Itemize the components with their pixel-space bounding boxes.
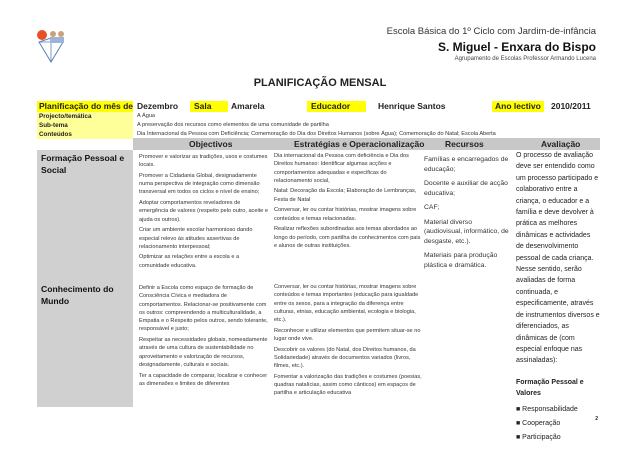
page-title: PLANIFICAÇÃO MENSAL [253,77,387,89]
subtheme-value: A preservação dos recursos como elementos de uma comunidade de partilha [137,122,329,128]
objectives-area-1 [139,153,269,272]
resource: Docente e auxiliar de acção educativa; [424,180,508,197]
evaluation-text: O processo de avaliação deve ser entendido como um processo participado e colaborativo entre a criança, o educador e a família e deve devolver à prática as melhores dinâmicas e actividades de desenvolvimento pessoal de cada criança. Nesse sentido, serão avaliadas de forma continuada, e especificamente, através de instrumentos diversos e diferenciados, as dinâmicas de (com especial enfoque nas assinaladas): [516,152,600,365]
objective: Optimizar as relações entre a escola e a comunidade educativa. [139,254,240,269]
strategy: Dia internacional da Pessoa com deficiência e Dia dos Direitos humanso: Identificar algumas acções e comportamentos adequadas e especificas do relacionamento social, [274,153,409,184]
objective: Ter a capacidade de comparar, localizar e conhecer as dimensões e limites de diferentes [139,372,268,387]
objective: Criar um ambiente escolar harmonioso dando especial relevo às atitudes assertivas de relacionamento interpessoal; [139,227,253,250]
area-title: Conhecimento do Mundo [41,284,114,306]
school-name: Escola Básica do 1º Ciclo com Jardim-de-infância [386,26,596,37]
evaluation [516,150,600,444]
strategy: Realizar reflexões subordinadas aos temas abordados ao longo do período, com partilha de conhecimentos com pais e alunos de outras instituições. [274,226,421,249]
evaluation-item: ■ Participação [516,434,561,442]
resources [424,155,512,275]
school-group: Agrupamento de Escolas Professor Armando Lucena [454,56,596,62]
project-value: A Água [137,113,156,119]
evaluation-heading: Formação Pessoal e Valores [516,378,584,398]
page-number: 2 [595,416,598,422]
col-strategies: Estratégias e Operacionalização [294,139,425,149]
educator-label: Educador [307,101,366,112]
strategy: Descobrir os valores (do Natal, dos Direitos humanos, da Solidariedade) através de documentos variados (livros, filmes, etc.). [274,346,416,370]
evaluation-item: ■ Cooperação [516,419,561,427]
strategy: Conversar, ler ou contar histórias, mostrar imagens sobre conteúdos e temas importantes (educação para igualdade entre os sexos, para a integração da diferença entre culturas, etnias, educação ambiental, ecologia e biologia, etc.). [274,284,419,324]
room-value: Amarela [231,101,265,111]
area-title: Formação Pessoal e Social [41,153,125,175]
objective: Definir a Escola como espaço de formação de Consciência Cívica e mediadora de comportamentos. Relacionar-se positivamente com os outros: compreendendo a multiculturalidade, a Empatia e o Respeito pelos outros, sendo tolerante, responsável e justo; [139,285,268,333]
resource: CAF; [424,204,440,211]
room-label: Sala [190,101,228,112]
evaluation-item: ■ Responsabilidade [516,405,578,413]
school-location: S. Miguel - Enxara do Bispo [437,40,596,54]
table-header [133,138,600,150]
col-evaluation: Avaliação [541,139,581,149]
month-value: Dezembro [137,101,179,111]
resource: Material diverso (audiovisual, informático, de desgaste, etc.). [424,218,509,245]
areas-column [37,150,133,407]
col-objectives: Objectivos [189,139,233,149]
month-label: Planificação do mês de [39,101,134,111]
objective: Promover a Cidadania Global, designadamente numa perspectiva de integração como dimensão transversal em todos os ciclos e nível de ensino; [139,172,260,196]
objective: Adoptar comportamentos reveladores de emergência de valores (respeito pelo outro, aceite e ajuda os outros). [139,200,269,223]
subtheme-label: Sub-tema [37,121,133,130]
objective: Respeitar as necessidades globais, nomeadamente através de uma cultura de sustentabilidade no aproveitamento e valorização de recursos, designadamente, culturais e sociais. [139,337,268,368]
resource: Materiais para produção plástica e dramática. [424,252,498,269]
year-value: 2010/2011 [551,101,591,111]
educator-value: Henrique Santos [378,101,446,111]
strategies-area-2 [274,283,422,400]
strategies-area-1 [274,152,422,252]
objective: Promover e valorizar as tradições, usos e costumes locais. [139,154,268,169]
strategy: Natal: Decoração da Escola; Elaboração de Lembranças, Festa de Natal [274,188,417,203]
objectives-area-2 [139,284,269,390]
year-label: Ano lectivo [492,101,544,112]
strategy: Fomentar a valorização das tradições e costumes (poesias, quadras natalícias, assim como cânticos) em espaços de partilha e articulação educativa [274,373,422,397]
contents-label: Conteúdos [37,130,133,139]
project-label: Projecto/temática [37,112,133,121]
strategy: Conversar, ler ou contar histórias, mostrar imagens sobre conteúdos e temas relacionadas. [274,207,417,222]
resource: Famílias e encarregados de educação; [424,156,509,173]
school-logo [35,28,67,64]
strategy: Reconhecer e utilizar elementos que permitem situar-se no lugar onde vive. [274,327,421,343]
col-resources: Recursos [445,139,484,149]
contents-value: Dia Internacional da Pessoa com Deficiência; Comemoração do Dia dos Direitos Humanos (sobre Água); Comemoração do Natal; Escola Aberta [137,131,496,137]
